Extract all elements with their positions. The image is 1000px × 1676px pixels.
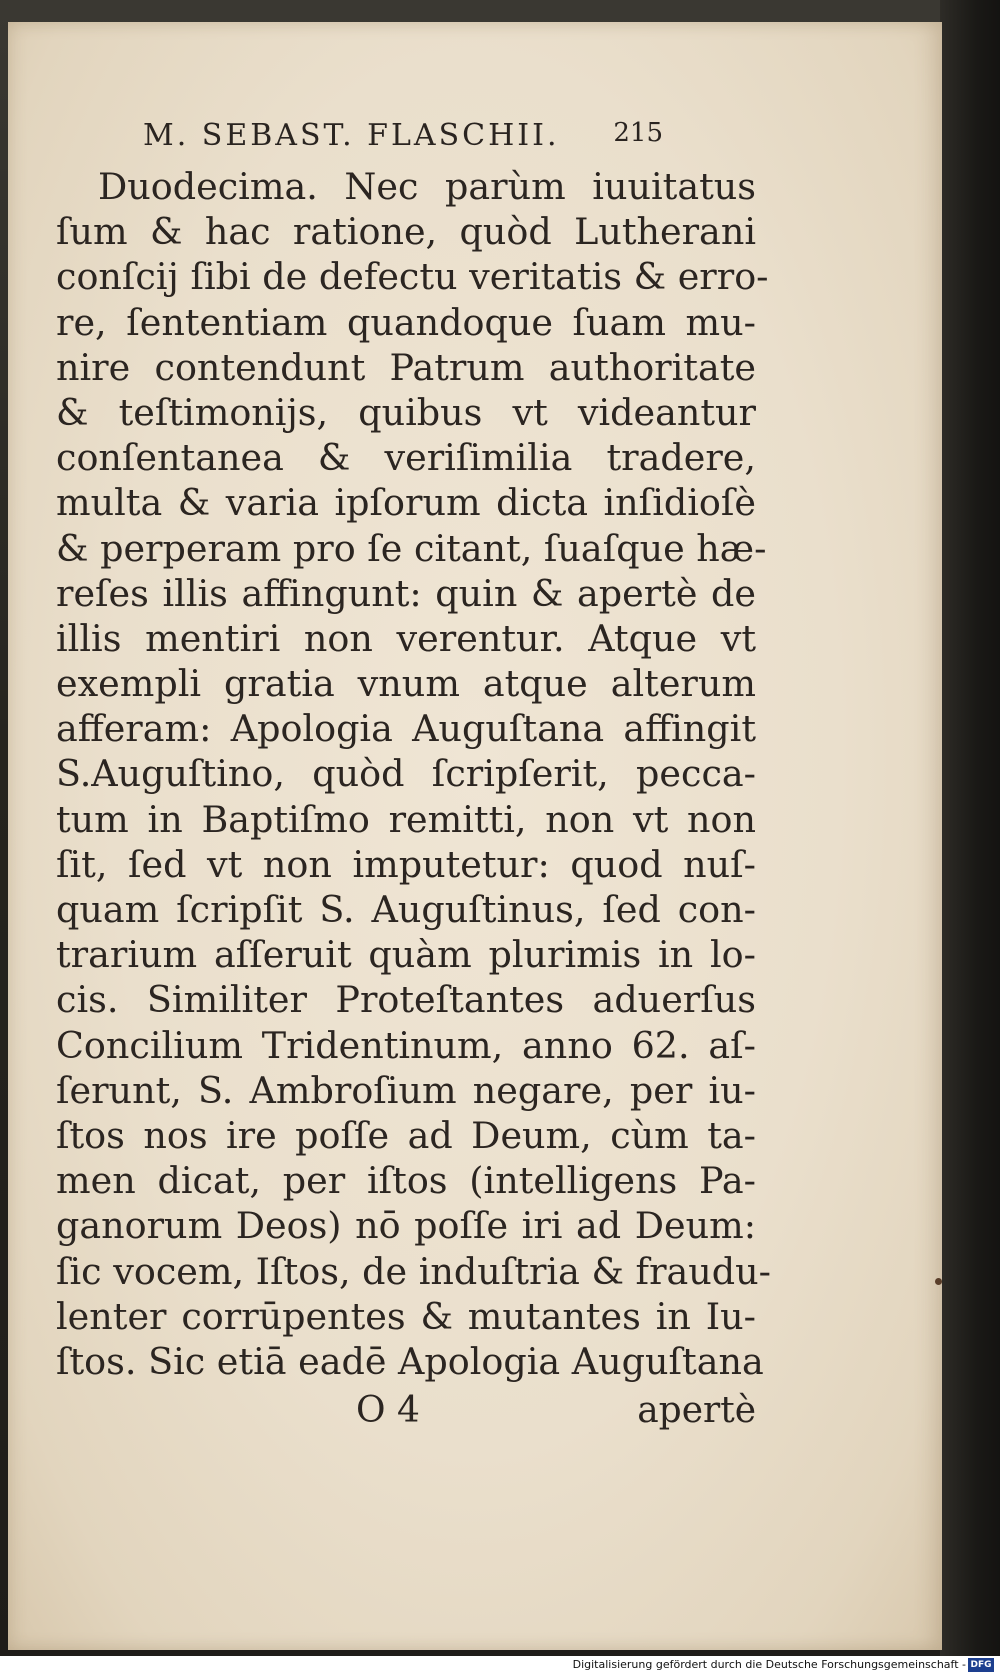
text-line: ſit, ſed vt non imputetur: quod nuſ- bbox=[56, 842, 756, 886]
body-text bbox=[56, 164, 771, 1384]
text-line: quam ſcripſit S. Auguſtinus, ſed con- bbox=[56, 888, 756, 931]
text-line: ſerunt, S. Ambroſium negare, per iu- bbox=[56, 1068, 756, 1112]
text-line: illis mentiri non verentur. Atque vt bbox=[56, 616, 756, 660]
text-line: Concilium Tridentinum, anno 62. aſ- bbox=[56, 1023, 756, 1067]
text-line: reſes illis affingunt: quin & apertè de bbox=[56, 571, 756, 615]
ink-speck bbox=[935, 1278, 942, 1285]
text-line: ſum & hac ratione, quòd Lutherani bbox=[56, 210, 756, 254]
credit-bar bbox=[0, 1656, 1000, 1676]
text-line: men dicat, per iſtos (intelligens Pa- bbox=[56, 1159, 756, 1203]
text-line: afferam: Apologia Auguſtana affingit bbox=[56, 707, 756, 751]
text-line: & teſtimonijs, quibus vt videantur bbox=[56, 390, 756, 434]
text-line: re, ſententiam quandoque ſuam mu- bbox=[56, 300, 756, 344]
funding-credit: Digitalisierung gefördert durch die Deutsche Forschungsgemeinschaft - bbox=[572, 1658, 966, 1671]
text-line: S.Auguſtino, quòd ſcripſerit, pecca- bbox=[56, 752, 756, 796]
catchword: apertè bbox=[637, 1390, 756, 1431]
text-line: exempli gratia vnum atque alterum bbox=[56, 662, 756, 706]
book-page bbox=[8, 22, 942, 1650]
page-number: 215 bbox=[613, 118, 663, 148]
text-line: conſentanea & veriſimilia tradere, bbox=[56, 436, 756, 480]
text-line: ganorum Deos) nō poſſe iri ad Deum: bbox=[56, 1204, 756, 1248]
dfg-logo: DFG bbox=[968, 1658, 994, 1672]
text-line: tum in Baptiſmo remitti, non vt non bbox=[56, 797, 756, 841]
text-line: Duodecima. Nec parùm iuuitatus bbox=[98, 165, 756, 208]
text-line: ſtos nos ire poſſe ad Deum, cùm ta- bbox=[56, 1113, 756, 1157]
page-footer bbox=[56, 1390, 756, 1436]
text-line: ſic vocem, Iſtos, de induſtria & fraudu- bbox=[56, 1249, 771, 1293]
book-edge bbox=[940, 0, 1000, 1656]
text-line: nire contendunt Patrum authoritate bbox=[56, 345, 756, 389]
signature-mark: O 4 bbox=[356, 1390, 420, 1431]
text-line: conſcij ſibi de defectu veritatis & erro- bbox=[56, 255, 769, 299]
page-header bbox=[143, 118, 703, 162]
text-line: cis. Similiter Proteſtantes aduerſus bbox=[56, 978, 756, 1022]
text-line: multa & varia ipſorum dicta inſidioſè bbox=[56, 481, 756, 525]
running-head: M. SEBAST. FLASCHII. bbox=[143, 118, 560, 153]
text-line: & perperam pro ſe citant, ſuaſque hæ- bbox=[56, 526, 767, 570]
text-line: ſtos. Sic etiā eadē Apologia Auguſtana bbox=[56, 1339, 764, 1383]
text-line: lenter corrūpentes & mutantes in Iu- bbox=[56, 1294, 756, 1338]
text-line: trarium aſſeruit quàm plurimis in lo- bbox=[56, 933, 756, 977]
